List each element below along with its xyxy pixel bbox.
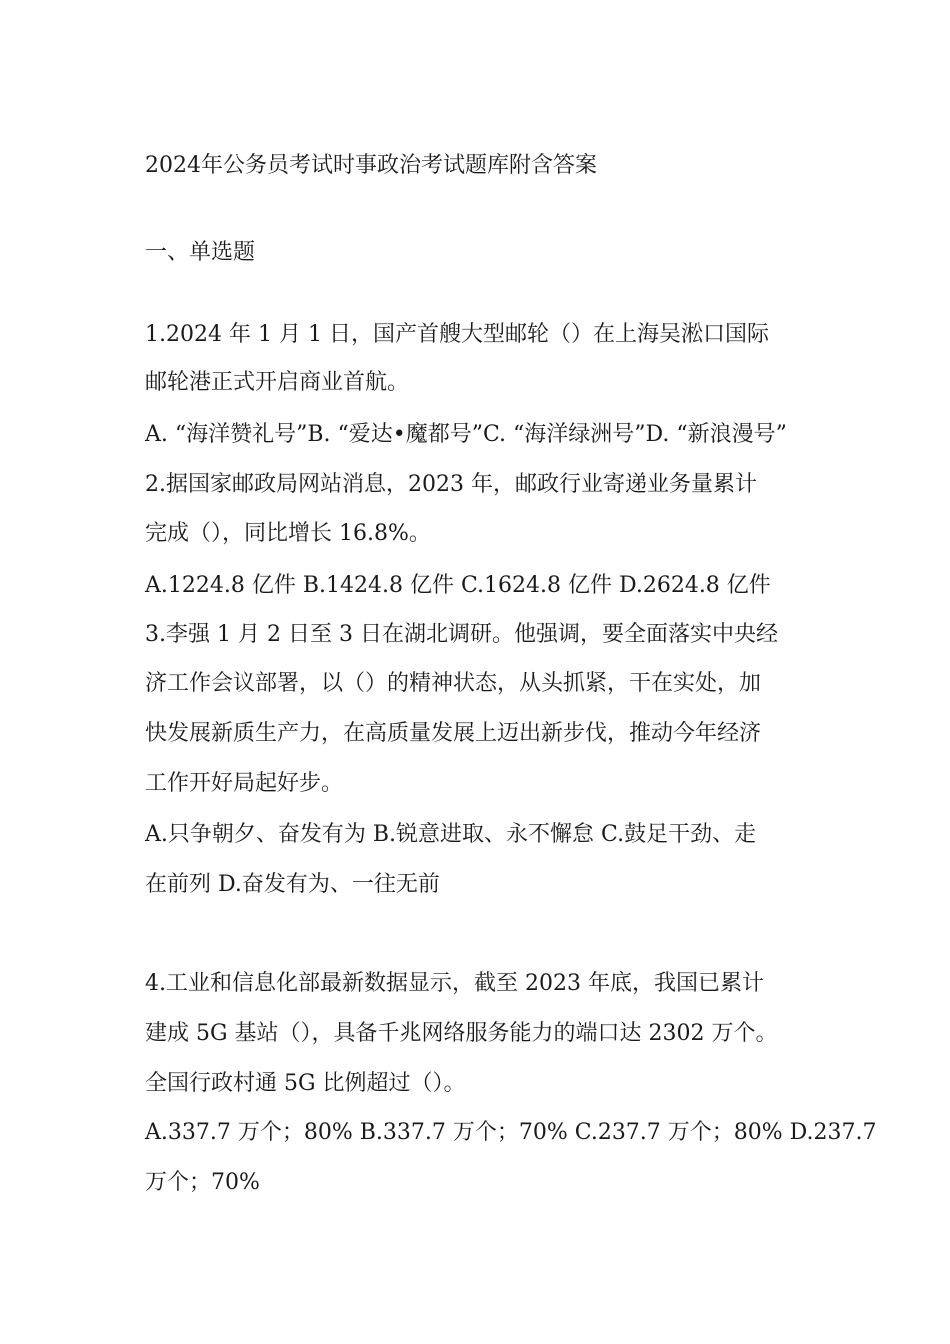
question-2-options-line-1: A.1224.8 亿件 B.1424.8 亿件 C.1624.8 亿件 D.2624.8 亿件 — [145, 573, 771, 598]
question-4-stem-line-2: 建成 5G 基站（），具备千兆网络服务能力的端口达 2302 万个。 — [145, 1021, 778, 1046]
question-3-options-line-1: A.只争朝夕、奋发有为 B.锐意进取、永不懈怠 C.鼓足干劲、走 — [145, 822, 757, 847]
question-3-stem-line-3: 快发展新质生产力，在高质量发展上迈出新步伐，推动今年经济 — [145, 721, 762, 746]
question-1-options-line-1: A. “海洋赞礼号”B. “爱达•魔都号”C. “海洋绿洲号”D. “新浪漫号” — [145, 422, 787, 447]
question-4-stem-line-1: 4.工业和信息化部最新数据显示，截至 2023 年底，我国已累计 — [145, 971, 764, 996]
question-4-options-line-1: A.337.7 万个；80% B.337.7 万个；70% C.237.7 万个；80% D.237.7 — [145, 1120, 877, 1145]
question-4-options-line-2: 万个；70% — [145, 1170, 260, 1195]
question-3-stem-line-4: 工作开好局起好步。 — [145, 771, 344, 796]
question-1-stem-line-1: 1.2024 年 1 月 1 日，国产首艘大型邮轮（）在上海吴淞口国际 — [145, 322, 769, 347]
question-1-stem-line-2: 邮轮港正式开启商业首航。 — [145, 370, 410, 395]
question-2-stem-line-2: 完成（），同比增长 16.8%。 — [145, 521, 431, 546]
question-4-stem-line-3: 全国行政村通 5G 比例超过（）。 — [145, 1071, 466, 1096]
document-title: 2024年公务员考试时事政治考试题库附含答案 — [145, 153, 597, 178]
section-heading: 一、单选题 — [145, 240, 256, 265]
question-3-stem-line-1: 3.李强 1 月 2 日至 3 日在湖北调研。他强调，要全面落实中央经 — [145, 622, 778, 647]
question-3-stem-line-2: 济工作会议部署，以（）的精神状态，从头抓紧，干在实处，加 — [145, 671, 762, 696]
question-2-stem-line-1: 2.据国家邮政局网站消息，2023 年，邮政行业寄递业务量累计 — [145, 472, 757, 497]
question-3-options-line-2: 在前列 D.奋发有为、一往无前 — [145, 872, 440, 897]
